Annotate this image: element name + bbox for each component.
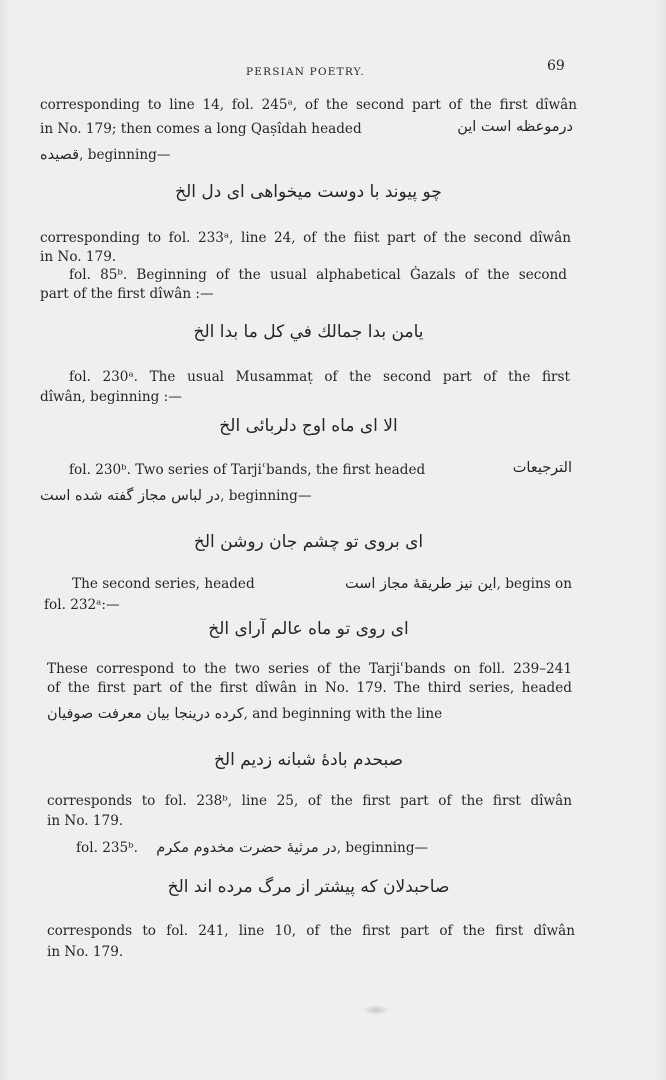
persian-heading: در مرثیهٔ حضرت مخدوم مکرم [156, 840, 337, 856]
paper-smudge [362, 1005, 390, 1015]
text-line: in No. 179. [47, 813, 124, 829]
text-line [69, 462, 572, 479]
text-line: in No. 179. [40, 249, 117, 265]
text-line: part of the first dîwân :— [40, 286, 214, 302]
text-line: fol. 230ᵃ. The usual Musammaṭ of the second part of the first [69, 369, 570, 385]
persian-heading: قصیده [40, 147, 80, 163]
text-line: in No. 179. [47, 944, 124, 960]
persian-verse: صبحدم بادهٔ شبانه زدیم الخ [213, 750, 404, 770]
text-line [40, 147, 170, 164]
text-line [76, 840, 428, 857]
text-line [72, 576, 572, 593]
text-run: fol. 235ᵇ. [76, 840, 138, 856]
text-line: corresponds to fol. 238ᵇ, line 25, of the first part of the first dîwân [47, 793, 572, 809]
text-run: , beginning— [336, 840, 429, 856]
persian-heading: کرده درینجا بیان معرفت صوفیان [47, 706, 244, 722]
text-line: corresponding to fol. 233ᵃ, line 24, of the fiist part of the second dîwân [40, 230, 571, 246]
text-line: dîwân, beginning :— [40, 389, 182, 405]
text-run: , and beginning with the line [243, 706, 443, 722]
persian-verse: ای روی تو ماه عالم آرای الخ [208, 619, 409, 639]
persian-verse: صاحبدلان که پیشتر از مرگ مرده اند الخ [167, 877, 450, 897]
text-run: , beginning— [220, 488, 312, 504]
text-run: fol. 230ᵇ. Two series of Tarjiʿbands, the first headed [69, 462, 426, 478]
persian-heading: درموعظه است این [457, 119, 573, 135]
text-run: in No. 179; then comes a long Qaṣîdah headed [40, 121, 362, 137]
text-line-end [345, 576, 572, 593]
text-line: corresponds to fol. 241, line 10, of the first part of the first dîwân [47, 923, 575, 939]
text-run: , beginning— [79, 147, 171, 163]
text-line [40, 488, 311, 505]
page-number: 69 [547, 58, 565, 74]
text-line: fol. 85ᵇ. Beginning of the usual alphabetical Ġazals of the second [69, 267, 567, 283]
text-line: of the first part of the first dîwân in No. 179. The third series, headed [47, 680, 572, 696]
text-line: fol. 232ᵃ:— [44, 597, 120, 613]
persian-heading: الترجیعات [512, 460, 572, 476]
persian-verse: یامن بدا جمالك في كل ما بدا الخ [193, 322, 424, 342]
text-run: , begins on [496, 576, 572, 592]
text-line [40, 121, 577, 138]
persian-heading: این نیز طریقهٔ مجاز است [344, 576, 497, 592]
text-line [47, 706, 442, 723]
text-run: The second series, headed [72, 576, 255, 592]
text-line: These correspond to the two series of the Tarjiʿbands on foll. 239–241 [47, 661, 572, 677]
persian-verse: ای بروی تو چشم جان روشن الخ [193, 532, 424, 552]
persian-verse: چو پیوند با دوست میخواهی ای دل الخ [175, 182, 442, 202]
text-line: corresponding to line 14, fol. 245ᵃ, of the second part of the first dîwân [40, 97, 577, 113]
persian-heading: در لباس مجاز گفته شده است [40, 488, 221, 504]
running-title: PERSIAN POETRY. [246, 66, 365, 78]
persian-verse: الا ای ماه اوج دلربائی الخ [219, 416, 398, 436]
